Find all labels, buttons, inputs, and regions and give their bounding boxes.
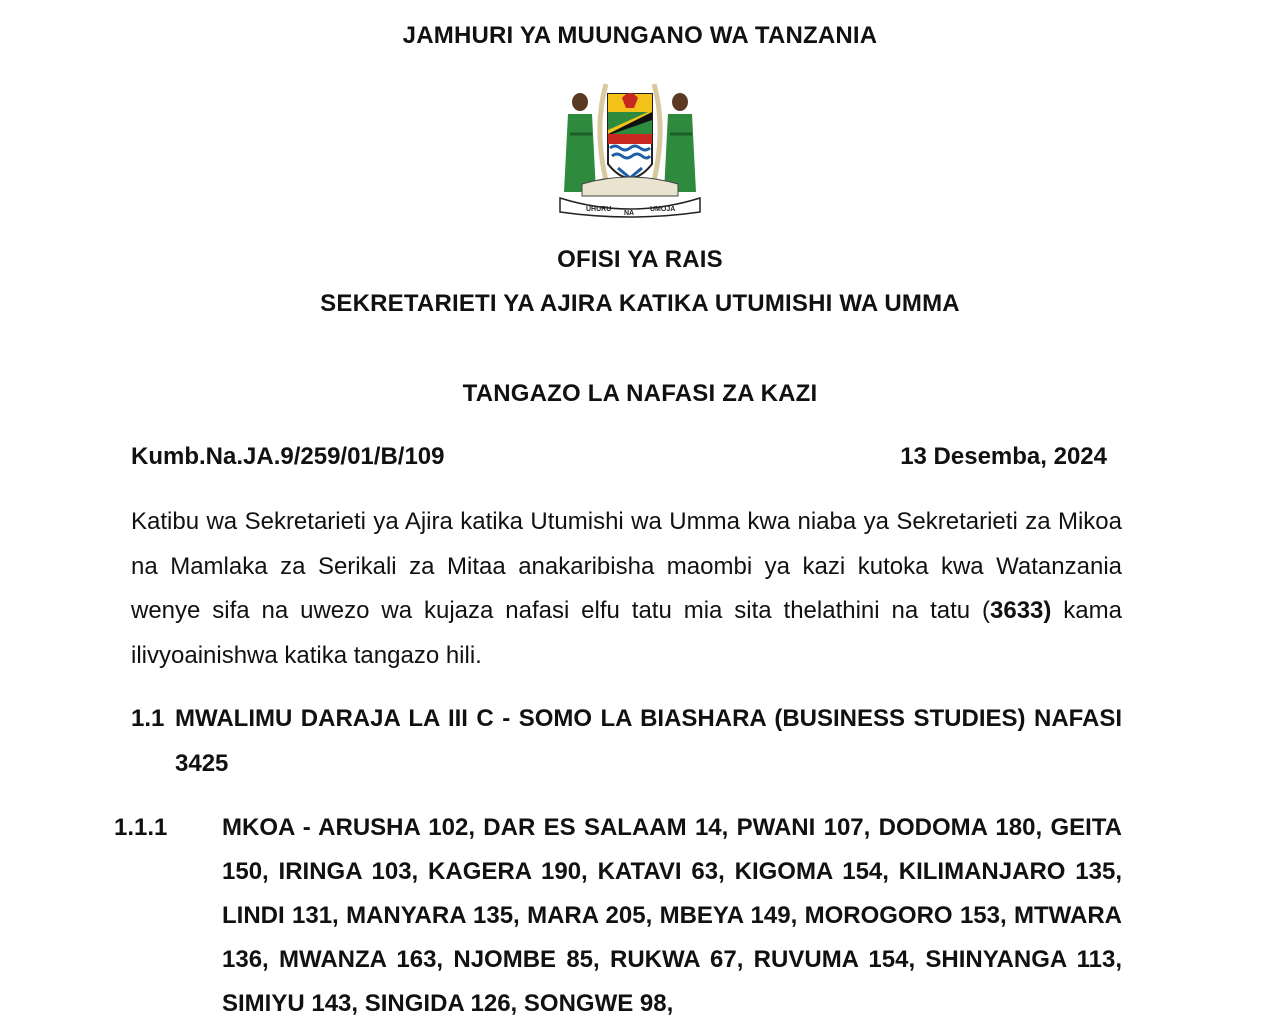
secretariat-heading: SEKRETARIETI YA AJIRA KATIKA UTUMISHI WA UMMA <box>320 290 960 317</box>
section-heading <box>131 697 1122 786</box>
reference-row <box>131 443 1107 471</box>
subsection <box>114 806 1122 1026</box>
svg-text:UMOJA: UMOJA <box>650 206 676 213</box>
reference-number: Kumb.Na.JA.9/259/01/B/109 <box>131 443 445 470</box>
subsection-number: 1.1.1 <box>114 814 168 841</box>
intro-text-after: kama ilivyoainishwa katika tangazo hili. <box>131 597 1122 669</box>
svg-text:NA: NA <box>624 210 635 217</box>
office-heading: OFISI YA RAIS <box>557 246 723 273</box>
svg-text:UHURU: UHURU <box>586 206 612 213</box>
reference-date: 13 Desemba, 2024 <box>900 443 1107 470</box>
intro-text-before: Katibu wa Sekretarieti ya Ajira katika Utumishi wa Umma kwa niaba ya Sekretarieti za Mikoa na Mamlaka za Serikali za Mitaa anakaribisha maombi ya kazi kutoka kwa Watanzania wenye sifa na uwezo wa kujaza nafasi elfu tatu mia sita thelathini na tatu ( <box>131 508 1122 624</box>
vacancy-count: 3633) <box>990 597 1052 624</box>
republic-heading: JAMHURI YA MUUNGANO WA TANZANIA <box>402 22 878 49</box>
advert-title: TANGAZO LA NAFASI ZA KAZI <box>462 380 818 407</box>
section-number: 1.1 <box>131 705 165 732</box>
coat-of-arms-icon <box>552 74 708 222</box>
section-title: MWALIMU DARAJA LA III C - SOMO LA BIASHARA (BUSINESS STUDIES) NAFASI 3425 <box>175 705 1122 777</box>
subsection-text: MKOA - ARUSHA 102, DAR ES SALAAM 14, PWANI 107, DODOMA 180, GEITA 150, IRINGA 103, KAGERA 190, KATAVI 63, KIGOMA 154, KILIMANJARO 135, LINDI 131, MANYARA 135, MARA 205, MBEYA 149, MOROGORO 153, MTWARA 136, MWANZA 163, NJOMBE 85, RUKWA 67, RUVUMA 154, SHINYANGA 113, SIMIYU 143, SINGIDA 126, SONGWE 98, <box>222 814 1122 1017</box>
intro-paragraph <box>131 500 1122 678</box>
